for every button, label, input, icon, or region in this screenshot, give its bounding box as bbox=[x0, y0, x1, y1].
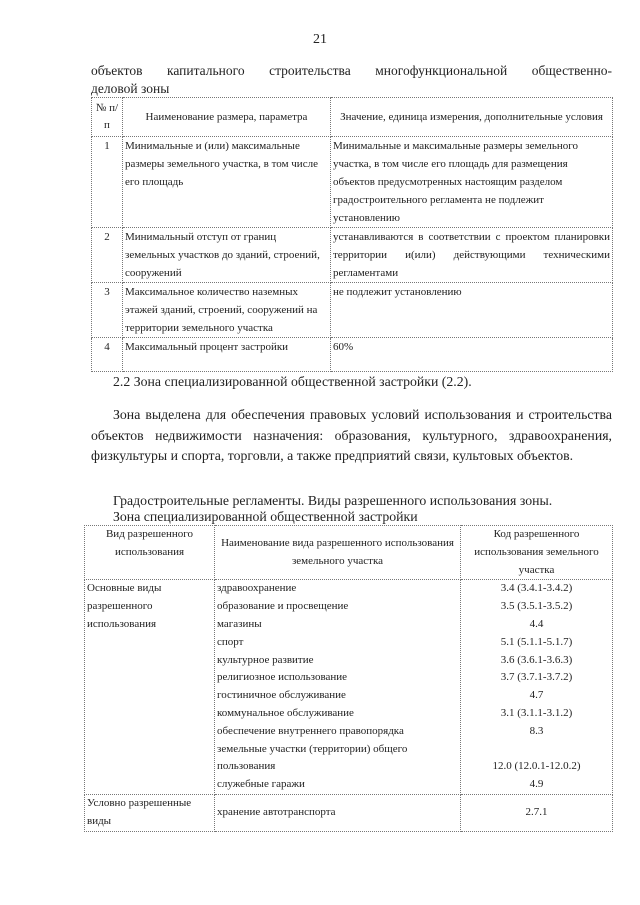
table-row bbox=[92, 137, 613, 228]
use-name: здравоохранение bbox=[217, 582, 297, 595]
header-use-code: Код разрешенного использования земельного участка bbox=[461, 526, 613, 580]
header-use-name: Наименование вида разрешенного использования земельного участка bbox=[215, 526, 461, 580]
use-name: образование и просвещение bbox=[217, 600, 349, 613]
parameter-name: Минимальный отступ от границ земельных участков до зданий, строений, сооружений bbox=[123, 228, 331, 283]
row-number: 4 bbox=[92, 338, 123, 372]
use-code: 3.7 (3.7.1-3.7.2) bbox=[500, 671, 573, 684]
use-name: коммунальное обслуживание bbox=[217, 706, 354, 719]
table-caption-line2: Зона специализированной общественной застройки bbox=[113, 509, 418, 524]
conditional-uses-group: Условно разрешенные виды bbox=[85, 794, 215, 831]
use-code: 4.4 bbox=[529, 617, 544, 630]
use-code: 3.5 (3.5.1-3.5.2) bbox=[500, 600, 573, 613]
row-number: 3 bbox=[92, 283, 123, 338]
table-row bbox=[92, 228, 613, 283]
table-row-main-uses bbox=[85, 580, 613, 795]
use-name: религиозное использование bbox=[217, 671, 348, 684]
parameter-value: Минимальные и максимальные размеры земельного участка, в том числе его площадь для размещения объектов предусмотренных настоящим разделом градостроительного регламента не подлежит установлению bbox=[331, 137, 613, 228]
table-caption-line1: Градостроительные регламенты. Виды разрешенного использования зоны. bbox=[113, 493, 553, 508]
page-number: 21 bbox=[313, 32, 327, 47]
use-code: 5.1 (5.1.1-5.1.7) bbox=[500, 635, 573, 648]
row-number: 2 bbox=[92, 228, 123, 283]
parameters-table bbox=[91, 97, 613, 372]
table-header-row bbox=[92, 98, 613, 137]
use-code: 12.0 (12.0.1-12.0.2) bbox=[492, 760, 581, 773]
zone-description: Зона выделена для обеспечения правовых условий использования и строительства объектов недвижимости назначения: образования, культурного, здравоохранения, физкультуры и спорта, торговли, а также предприятий связи, культовых объектов. bbox=[91, 407, 612, 463]
table-header-row bbox=[85, 526, 613, 580]
row-number: 1 bbox=[92, 137, 123, 228]
parameter-name: Минимальные и (или) максимальные размеры земельного участка, в том числе его площадь bbox=[123, 137, 331, 228]
parameter-name: Максимальный процент застройки bbox=[123, 338, 331, 372]
use-name: земельные участки (территории) общего пользования bbox=[217, 742, 408, 773]
use-name: обеспечение внутреннего правопорядка bbox=[217, 724, 404, 737]
intro-text-line2: деловой зоны bbox=[91, 81, 170, 96]
parameter-value: 60% bbox=[331, 338, 613, 372]
use-name: культурное развитие bbox=[217, 653, 314, 666]
table-row-conditional-uses bbox=[85, 794, 613, 831]
header-use-type: Вид разрешенного использования bbox=[85, 526, 215, 580]
use-code: 3.1 (3.1.1-3.1.2) bbox=[500, 706, 573, 719]
main-use-names bbox=[215, 580, 461, 795]
section-heading: 2.2 Зона специализированной общественной застройки (2.2). bbox=[113, 374, 472, 389]
use-code: 3.6 (3.6.1-3.6.3) bbox=[500, 653, 573, 666]
use-code: 8.3 bbox=[529, 724, 544, 737]
use-name: служебные гаражи bbox=[217, 778, 305, 791]
header-number: № п/п bbox=[92, 98, 123, 137]
main-use-codes bbox=[461, 580, 613, 795]
use-code: 2.7.1 bbox=[461, 794, 613, 831]
parameter-value: не подлежит установлению bbox=[331, 283, 613, 338]
use-code: 4.7 bbox=[529, 689, 544, 702]
parameter-value: устанавливаются в соответствии с проектом планировки территории и(или) действующими техническими регламентами bbox=[331, 228, 613, 283]
parameter-name: Максимальное количество наземных этажей зданий, строений, сооружений на территории земельного участка bbox=[123, 283, 331, 338]
use-name: гостиничное обслуживание bbox=[217, 689, 346, 702]
table-row bbox=[92, 283, 613, 338]
intro-text-line1: объектов капитального строительства многофункциональной общественно- bbox=[91, 63, 612, 78]
use-name: хранение автотранспорта bbox=[215, 794, 461, 831]
permitted-use-table bbox=[84, 525, 613, 832]
header-value: Значение, единица измерения, дополнительные условия bbox=[331, 98, 613, 137]
use-name: магазины bbox=[217, 617, 262, 630]
main-uses-group: Основные виды разрешенного использования bbox=[85, 580, 215, 795]
header-parameter: Наименование размера, параметра bbox=[123, 98, 331, 137]
use-code: 3.4 (3.4.1-3.4.2) bbox=[500, 582, 573, 595]
table-row bbox=[92, 338, 613, 372]
use-code: 4.9 bbox=[529, 778, 544, 791]
use-name: спорт bbox=[217, 635, 244, 648]
